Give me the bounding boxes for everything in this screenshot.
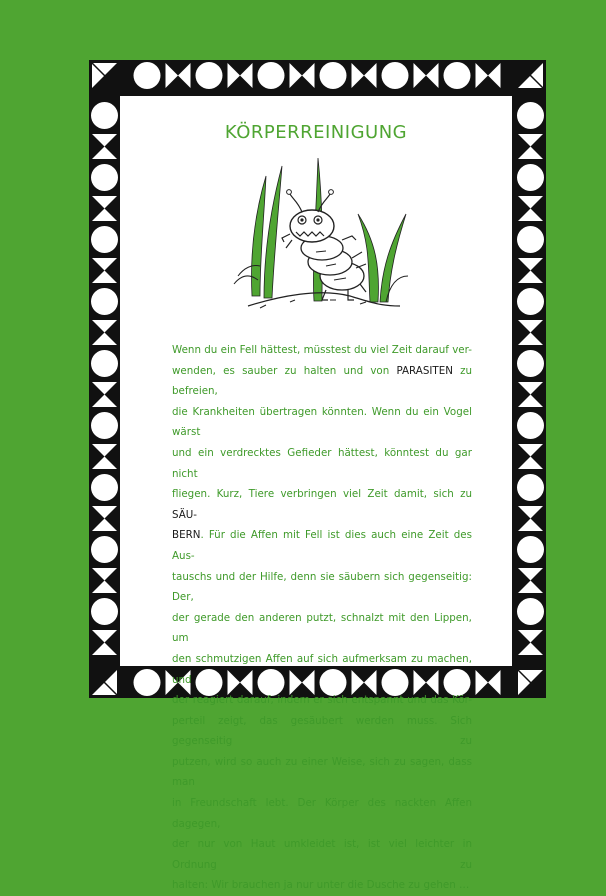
text-line: der reagiert darauf, indem er sich entspannt und das Kör-: [172, 694, 472, 707]
keyword: BERN: [172, 529, 201, 542]
text-line: Wenn du ein Fell hättest, müsstest du viel Zeit darauf ver-: [172, 344, 472, 356]
text-line: BERN. Für die Affen mit Fell ist dies auch eine Zeit des Aus-: [172, 529, 472, 562]
body-paragraph: [172, 340, 472, 896]
text-line: den schmutzigen Affen auf sich aufmerksam zu machen, und: [172, 652, 472, 686]
text-line: in Freundschaft lebt. Der Körper des nackten Affen dagegen,: [172, 797, 473, 830]
text-line: putzen, wird so auch zu einer Weise, sich zu sagen, dass man: [172, 755, 472, 789]
content-panel: [120, 96, 512, 892]
text-line: fliegen. Kurz, Tiere verbringen viel Zeit damit, sich zu SÄU-: [172, 488, 473, 521]
text-line: und ein verdrecktes Gefieder hättest, könntest du gar nicht: [172, 446, 472, 480]
text-line: der nur von Haut umkleidet ist, ist viel leichter in Ordnung zu: [172, 838, 473, 871]
text-line: perteil zeigt, das gesäubert werden muss. Sich gegenseitig zu: [172, 714, 472, 748]
text-line: tauschs und der Hilfe, denn sie säubern sich gegenseitig: Der,: [172, 570, 473, 604]
text-line: halten: Wir brauchen ja nur unter die Dusche zu gehen …: [172, 879, 470, 892]
caterpillar-illustration: [230, 156, 410, 311]
keyword: SÄU-: [172, 508, 198, 521]
page-title: KÖRPERREINIGUNG: [224, 122, 408, 143]
text-line: wenden, es sauber zu halten und von PARASITEN zu befreien,: [172, 364, 473, 398]
text-line: die Krankheiten übertragen könnten. Wenn du ein Vogel wärst: [172, 405, 472, 439]
text-line: der gerade den anderen putzt, schnalzt mit den Lippen, um: [172, 611, 472, 645]
keyword: PARASITEN: [396, 364, 453, 377]
